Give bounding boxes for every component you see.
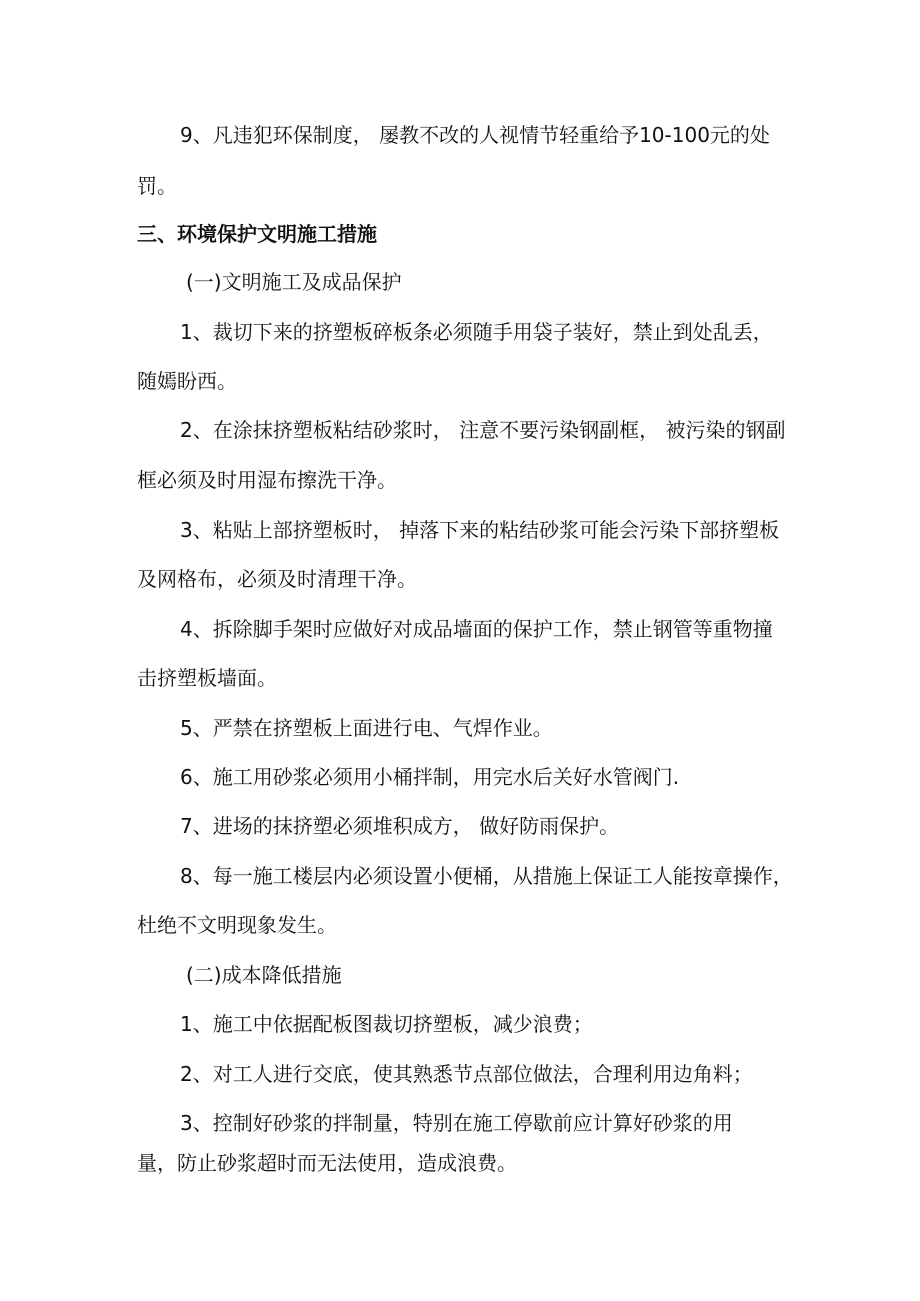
- text-line-item-9: 9、凡违犯环保制度， 屡教不改的人视情节轻重给予10-100元的处: [180, 123, 770, 147]
- section-heading: 三、环境保护文明施工措施: [137, 222, 377, 246]
- text-line-item-5: 5、严禁在挤塑板上面进行电、气焊作业。: [180, 716, 553, 740]
- text-line-cost-item-3-cont: 量，防止砂浆超时而无法使用，造成浪费。: [137, 1151, 517, 1175]
- text-line-item-1: 1、裁切下来的挤塑板碎板条必须随手用袋子装好，禁止到处乱丢，: [180, 320, 773, 344]
- subsection-heading-1: (一)文明施工及成品保护: [186, 270, 402, 294]
- text-line-cost-item-1: 1、施工中依据配板图裁切挤塑板，减少浪费；: [180, 1012, 593, 1036]
- text-line-item-2: 2、在涂抹挤塑板粘结砂浆时， 注意不要污染钢副框， 被污染的钢副: [180, 418, 786, 442]
- text-line-item-8: 8、每一施工楼层内必须设置小便桶，从措施上保证工人能按章操作，: [180, 864, 793, 888]
- text-line-item-3: 3、粘贴上部挤塑板时， 掉落下来的粘结砂浆可能会污染下部挤塑板: [180, 518, 780, 542]
- text-line-item-3-cont: 及网格布，必须及时清理干净。: [137, 567, 417, 591]
- text-line-item-9-cont: 罚。: [137, 174, 177, 198]
- subsection-heading-2: (二)成本降低措施: [186, 963, 342, 987]
- text-line-item-6: 6、施工用砂浆必须用小桶拌制，用完水后关好水管阀门.: [180, 765, 680, 789]
- text-line-item-7: 7、进场的抹挤塑必须堆积成方， 做好防雨保护。: [180, 814, 620, 838]
- text-line-item-4-cont: 击挤塑板墙面。: [137, 666, 277, 690]
- text-line-item-1-cont: 随嫣盼西。: [137, 369, 237, 393]
- text-line-item-4: 4、拆除脚手架时应做好对成品墙面的保护工作，禁止钢管等重物撞: [180, 617, 773, 641]
- text-line-item-2-cont: 框必须及时用湿布擦洗干净。: [137, 468, 397, 492]
- text-line-cost-item-2: 2、对工人进行交底，使其熟悉节点部位做法，合理利用边角料；: [180, 1062, 753, 1086]
- text-line-item-8-cont: 杜绝不文明现象发生。: [137, 913, 337, 937]
- text-line-cost-item-3: 3、控制好砂浆的拌制量，特别在施工停歇前应计算好砂浆的用: [180, 1111, 733, 1135]
